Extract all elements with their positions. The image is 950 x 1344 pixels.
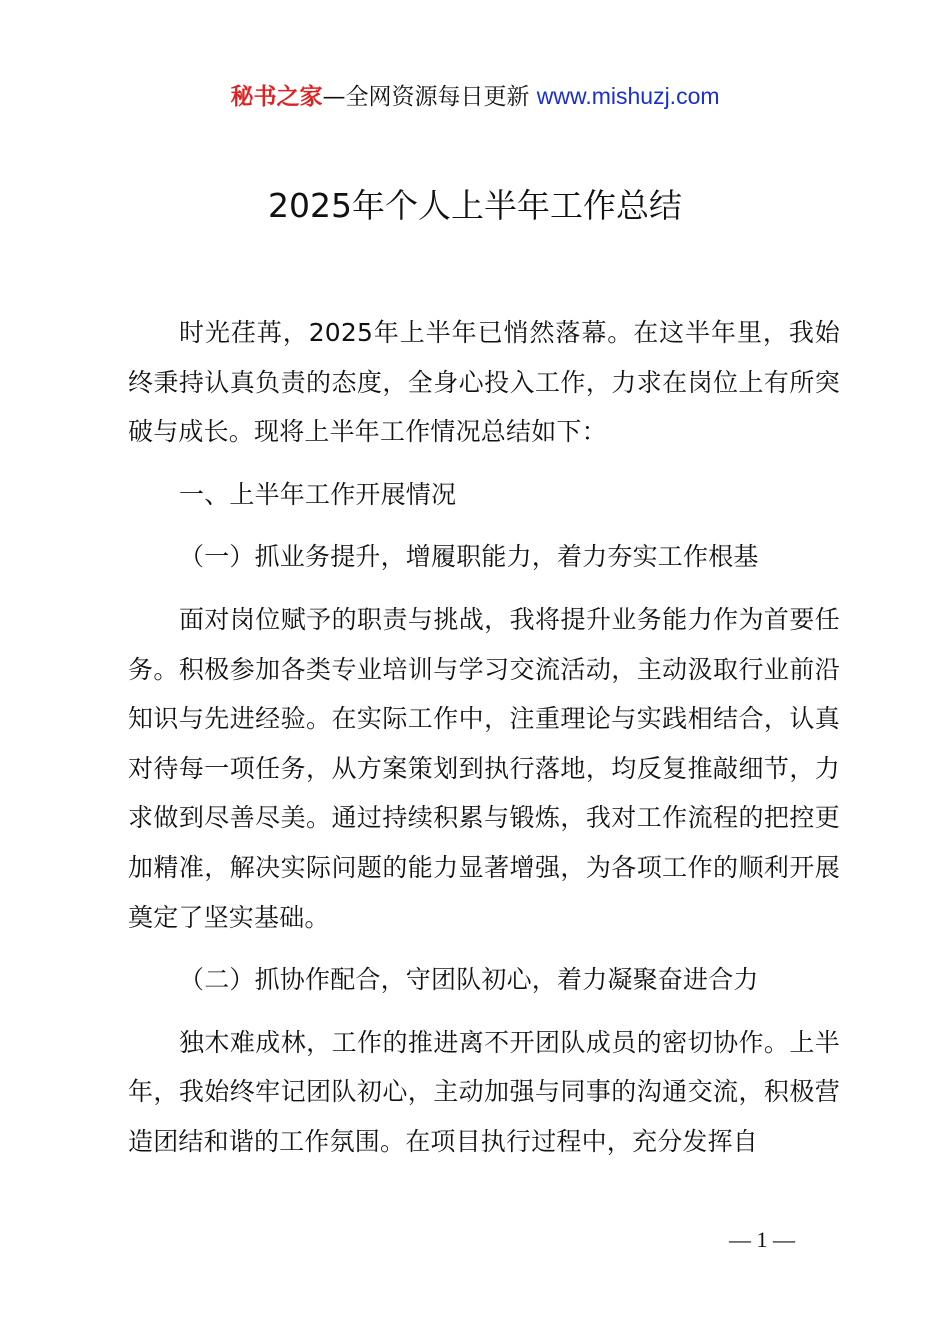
document-title: 2025年个人上半年工作总结 [268,186,682,225]
site-tagline: —全网资源每日更新 [322,84,530,110]
site-url[interactable]: www.mishuzj.com [536,83,720,109]
subsection-heading: （二）抓协作配合，守团队初心，着力凝聚奋进合力 [179,965,759,995]
body-paragraph: 独木难成林，工作的推进离不开团队成员的密切协作。上半年，我始终牢记团队初心，主动加强与同事的沟通交流，积极营造团结和谐的工作氛围。在项目执行过程中，充分发挥自 [128,1027,840,1156]
page-number: — 1 — [729,1227,795,1252]
document-body [128,308,840,1180]
section-heading: 一、上半年工作开展情况 [179,479,457,509]
site-brand: 秘书之家 [230,84,323,110]
subsection-heading: （一）抓业务提升，增履职能力，着力夯实工作根基 [179,542,759,572]
body-paragraph: 面对岗位赋予的职责与挑战，我将提升业务能力作为首要任务。积极参加各类专业培训与学习交流活动，主动汲取行业前沿知识与先进经验。在实际工作中，注重理论与实践相结合，认真对待每一项任务，从方案策划到执行落地，均反复推敲细节，力求做到尽善尽美。通过持续积累与锻炼，我对工作流程的把控更加精准，解决实际问题的能力显著增强，为各项工作的顺利开展奠定了坚实基础。 [128,604,840,932]
site-header [0,80,950,113]
intro-paragraph: 时光荏苒，2025年上半年已悄然落幕。在这半年里，我始终秉持认真负责的态度，全身心投入工作，力求在岗位上有所突破与成长。现将上半年工作情况总结如下： [128,318,840,447]
